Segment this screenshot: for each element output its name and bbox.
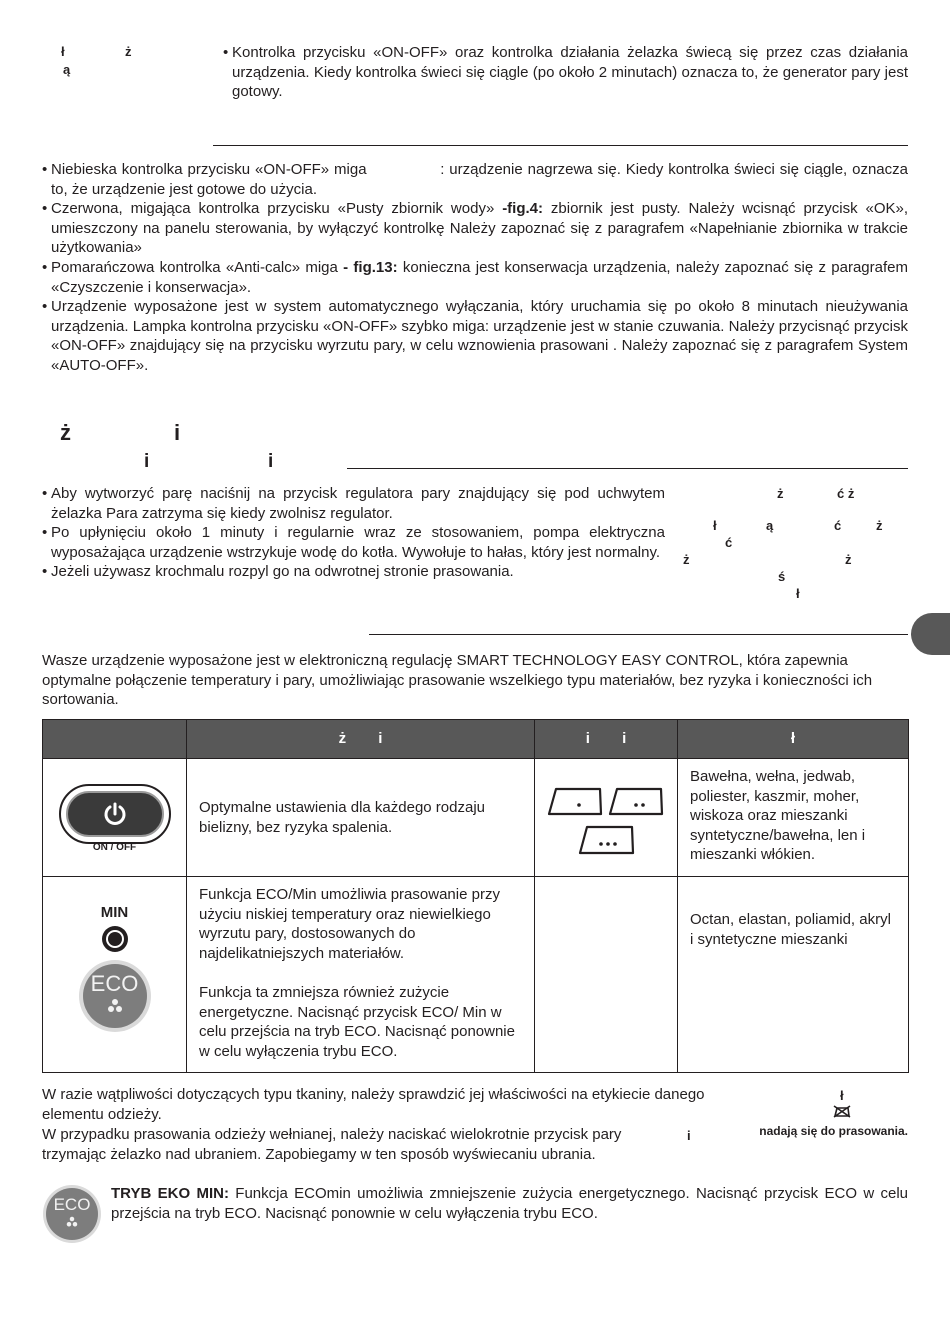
side-note-fragment: ł — [840, 1088, 844, 1103]
table-cell — [535, 877, 678, 1073]
settings-table — [42, 719, 909, 1073]
heading-fragment: i — [174, 420, 181, 445]
indicator-item: • Pomarańczowa kontrolka «Anti-calc» miga - fig.13: konieczna jest konserwacja urządzenia, należy zapoznać się z paragrafem «Czyszczenie i konserwacja». — [42, 258, 908, 297]
table-header-cell — [43, 720, 187, 759]
eco-description-p1: Funkcja ECO/Min umożliwia prasowanie przy użyciu niskiej temperatury oraz niewielkiego wyrzutu pary, dostosowanych do najdelikatniejszych materiałów. — [199, 886, 500, 962]
section-divider — [213, 145, 908, 146]
steam-list — [42, 484, 665, 582]
table-cell — [535, 759, 678, 877]
table-cell: Optymalne ustawienia dla każdego rodzaju bielizny, bez ryzyka spalenia. — [187, 759, 535, 877]
eco-label: ECO — [90, 971, 139, 996]
table-cell: Octan, elastan, poliamid, akryl i syntetyczne mieszanki — [678, 877, 909, 1073]
power-icon — [102, 801, 128, 827]
side-fragment: ą — [766, 518, 774, 533]
indicator-item: • Czerwona, migająca kontrolka przycisku «Pusty zbiornik wody» -fig.4: zbiornik jest pusty. Należy wcisnąć przycisk «OK», umieszczony na panelu sterowania, by wyłączyć kontrolkę Należy zapoznać się z paragrafem «Napełnianie zbiornika w trakcie użytkowania» — [42, 199, 908, 258]
intro-bullet: • Kontrolka przycisku «ON-OFF» oraz kontrolka działania żelazka świecą się przez czas działania urządzenia. Kiedy kontrolka świeci się ciągle (po około 2 minutach) oznacza to, że generator pary jest gotowy. — [223, 43, 908, 102]
steam-drops-icon — [66, 1216, 78, 1228]
side-fragment: ż — [845, 552, 852, 567]
heading-fragment: i — [268, 451, 274, 472]
table-cell: Bawełna, wełna, jedwab, poliester, kaszmir, moher, wiskoza oraz mieszanki syntetyczne/bawełna, len i mieszanki włókien. — [678, 759, 909, 877]
side-fragment: ć — [725, 535, 733, 550]
steam-bullet: • Po upłynięciu około 1 minuty i regularnie wraz ze stosowaniem, pompa elektryczna wyposażająca urządzenie wstrzykuje wodę do kotła. Wywołuje to hałas, który jest normalny. — [42, 523, 665, 562]
indicator-item: • Niebieska kontrolka przycisku «ON-OFF» miga : urządzenie nagrzewa się. Kiedy kontrolka świeci się ciągle, oznacza to, że urządzenie jest gotowe do użycia. — [42, 160, 908, 199]
side-fragment: ł — [713, 518, 717, 533]
table-header-row — [43, 720, 909, 759]
table-row — [43, 759, 909, 877]
side-note-text: nadają się do prasowania. — [759, 1124, 908, 1138]
steam-drops-icon — [107, 998, 123, 1014]
table-cell — [187, 877, 535, 1073]
side-fragment: ć ż — [837, 486, 855, 501]
table-header-cell: i i — [535, 720, 678, 759]
side-fragment: ć — [834, 518, 842, 533]
section-divider — [347, 468, 908, 469]
side-fragment: ż — [876, 518, 883, 533]
steam-bullet: • Aby wytworzyć parę naciśnij na przycisk regulatora pary znajdujący się pod uchwytem żelazka Para zatrzyma się kiedy zwolnisz regulator. — [42, 484, 665, 523]
eco-mode-icon-label: ECO — [53, 1195, 91, 1214]
heading-fragment: i — [144, 451, 150, 472]
table-cell — [43, 759, 187, 877]
note-paragraph: W razie wątpliwości dotyczących typu tkaniny, należy sprawdzić jej właściwości na etykiecie danego elementu odzieży. — [42, 1086, 705, 1123]
table-header-cell: ż i — [187, 720, 535, 759]
min-button-illustration — [102, 926, 128, 952]
side-fragment: ż — [683, 552, 690, 567]
header-fragment: ż — [125, 44, 132, 59]
heading-fragment: ż — [60, 420, 71, 445]
smart-intro: Wasze urządzenie wyposażone jest w elektroniczną regulację SMART TECHNOLOGY EASY CONTROL, która zapewnia optymalne połączenie temperatury i pary, umożliwiając prasowanie wszelkiego typu materiałów, bez ryzyka i konieczności ich sortowania. — [42, 652, 873, 709]
eco-button-illustration — [79, 960, 151, 1032]
eco-mode-paragraph — [111, 1184, 908, 1223]
chapter-tab-marker — [911, 613, 950, 655]
note-paragraph: W przypadku prasowania odzieży wełnianej, należy naciskać wielokrotnie przycisk pary trzymając żelazko nad ubraniem. Zapobiegamy w ten sposób wyświecaniu ubrania. — [42, 1126, 622, 1163]
indicator-item: • Urządzenie wyposażone jest w system automatycznego wyłączania, który uruchamia się po około 8 minutach nieużywania urządzenia. Lampka kontrolna przycisku «ON-OFF» szybko miga: urządzenie jest w stanie czuwania. Należy przycisnąć przycisk «ON-OFF» znajdujący się na przycisku wyrzutu pary, w celu wznowienia prasowani . Należy zapoznać się z paragrafem System «AUTO-OFF». — [42, 297, 908, 375]
intro-list — [223, 43, 908, 102]
side-fragment: ś — [778, 569, 786, 584]
eco-mode-icon — [43, 1185, 101, 1243]
table-header-cell: ł — [678, 720, 909, 759]
eco-mode-title: TRYB EKO MIN: — [111, 1185, 229, 1202]
on-off-label: ON / OFF — [92, 841, 137, 853]
indicator-list — [42, 160, 908, 376]
note-fragment: i — [687, 1128, 691, 1143]
section-divider — [369, 634, 908, 635]
header-fragment: ł — [61, 44, 65, 59]
table-row — [43, 877, 909, 1073]
min-label: MIN — [100, 904, 129, 921]
iron-temperature-icons — [535, 760, 676, 870]
on-off-button-illustration — [59, 779, 171, 857]
eco-mode-text: Funkcja ECOmin umożliwia zmniejszenie zużycia energetycznego. Nacisnąć przycisk ECO w celu przejścia na tryb ECO. Nacisnąć ponownie w celu wyłączenia trybu ECO. — [111, 1185, 908, 1222]
side-fragment: ż — [777, 486, 784, 501]
header-fragment: ą — [63, 62, 71, 77]
table-cell — [43, 877, 187, 1073]
steam-bullet: • Jeżeli używasz krochmalu rozpyl go na odwrotnej stronie prasowania. — [42, 562, 665, 582]
no-iron-symbol-icon — [833, 1105, 851, 1118]
side-fragment: ł — [796, 586, 800, 601]
eco-description-p2: Funkcja ta zmniejsza również zużycie energetyczne. Nacisnąć przycisk ECO/ Min w celu przejścia na tryb ECO. Nacisnąć ponownie w celu wyłączenia trybu ECO. — [199, 983, 515, 1060]
